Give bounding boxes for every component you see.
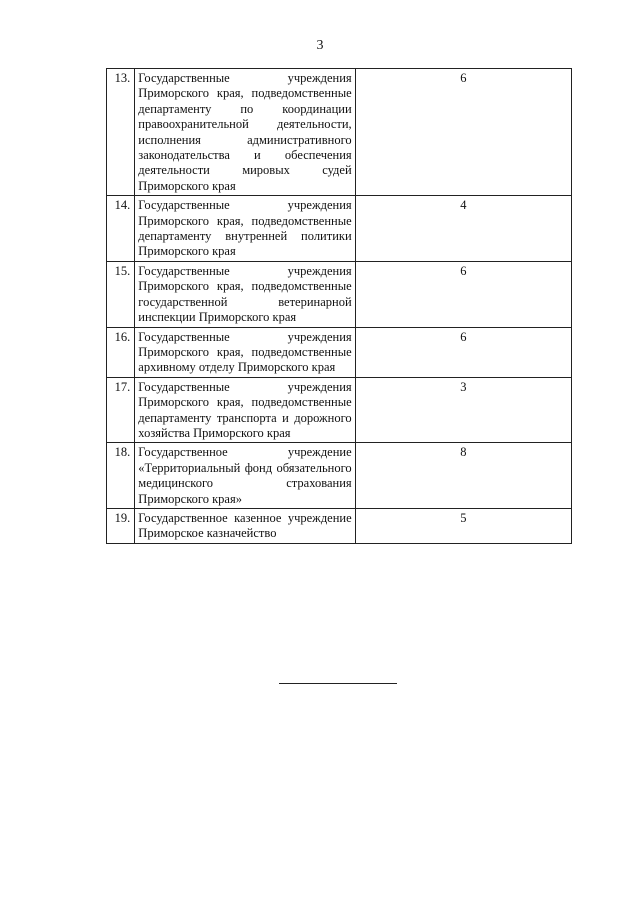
table-row: [107, 196, 572, 262]
end-of-document-rule: [279, 683, 397, 684]
institutions-table: [106, 68, 572, 544]
institution-name: Государственное учреждение «Территориальный фонд обязательного медицинского страхования Приморского края»: [135, 443, 355, 509]
row-number: 18.: [107, 443, 135, 509]
row-number: 13.: [107, 69, 135, 196]
row-value: 6: [355, 69, 571, 196]
institution-name: Государственные учреждения Приморского края, подведомственные архивному отделу Приморского края: [135, 327, 355, 377]
row-value: 6: [355, 327, 571, 377]
institution-name: Государственные учреждения Приморского края, подведомственные департаменту по координации правоохранительной деятельности, исполнения административного законодательства и обеспечения деятельности мировых судей Приморского края: [135, 69, 355, 196]
row-number: 16.: [107, 327, 135, 377]
row-value: 8: [355, 443, 571, 509]
table-row: [107, 443, 572, 509]
institution-name: Государственные учреждения Приморского края, подведомственные департаменту транспорта и дорожного хозяйства Приморского края: [135, 377, 355, 443]
row-number: 17.: [107, 377, 135, 443]
table-row: [107, 508, 572, 543]
institution-name: Государственное казенное учреждение Приморское казначейство: [135, 508, 355, 543]
table-row: [107, 377, 572, 443]
table-row: [107, 69, 572, 196]
institution-name: Государственные учреждения Приморского края, подведомственные государственной ветеринарной инспекции Приморского края: [135, 261, 355, 327]
row-value: 5: [355, 508, 571, 543]
institution-name: Государственные учреждения Приморского края, подведомственные департаменту внутренней политики Приморского края: [135, 196, 355, 262]
page-number: 3: [316, 38, 324, 53]
row-value: 3: [355, 377, 571, 443]
row-value: 6: [355, 261, 571, 327]
row-value: 4: [355, 196, 571, 262]
row-number: 15.: [107, 261, 135, 327]
table-row: [107, 327, 572, 377]
row-number: 19.: [107, 508, 135, 543]
table-row: [107, 261, 572, 327]
row-number: 14.: [107, 196, 135, 262]
